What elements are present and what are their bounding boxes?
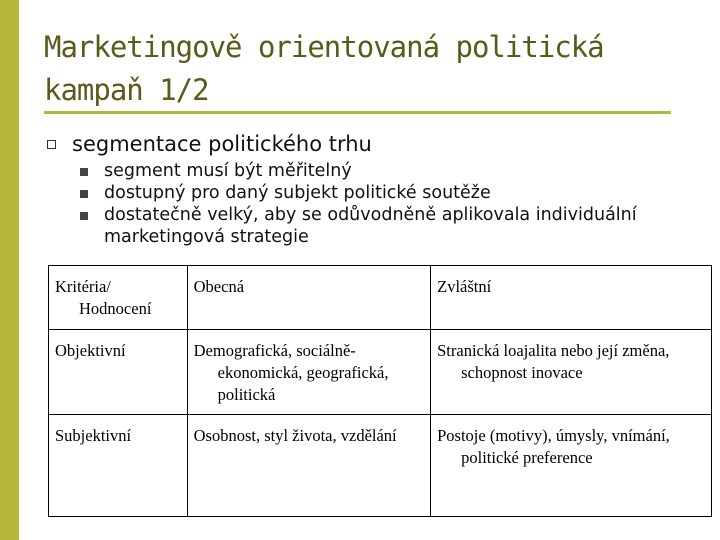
table-row [49, 330, 712, 415]
slide-title [44, 26, 684, 112]
sub-bullet-text: dostupný pro daný subjekt politické soutěže [104, 183, 491, 203]
table-row [49, 415, 712, 517]
table-header-row [49, 266, 712, 330]
title-underline [44, 111, 671, 114]
main-bullet [43, 128, 693, 162]
header-cell: Kritéria/ Hodnocení [49, 266, 188, 330]
sub-bullet-text: segment musí být měřitelný [104, 161, 352, 181]
filled-square-bullet-icon [80, 190, 88, 198]
sub-bullet-list [80, 160, 700, 248]
table-cell: Stranická loajalita nebo její změna, schopnost inovace [431, 330, 712, 415]
main-bullet-text: segmentace politického trhu [72, 132, 372, 156]
table-cell: Postoje (motivy), úmysly, vnímání, politické preference [431, 415, 712, 517]
header-cell: Zvláštní [431, 266, 712, 330]
table-cell: Osobnost, styl života, vzdělání [187, 415, 431, 517]
sub-bullet-item [80, 182, 700, 204]
sub-bullet-item [80, 160, 700, 182]
table-cell: Demografická, sociálně-ekonomická, geografická, politická [187, 330, 431, 415]
filled-square-bullet-icon [80, 212, 88, 220]
sub-bullet-item [80, 204, 700, 248]
criteria-table [48, 265, 712, 517]
table-cell: Objektivní [49, 330, 188, 415]
slide-title-line-2: kampaň 1/2 [44, 73, 209, 107]
hollow-square-bullet-icon [47, 140, 56, 149]
filled-square-bullet-icon [80, 168, 88, 176]
accent-sidebar-bar [0, 0, 19, 540]
sub-bullet-text: dostatečně velký, aby se odůvodněně aplikovala individuální marketingová strategie [104, 205, 637, 247]
table-cell: Subjektivní [49, 415, 188, 517]
slide-title-line-1: Marketingově orientovaná politická [44, 30, 604, 64]
header-cell: Obecná [187, 266, 431, 330]
